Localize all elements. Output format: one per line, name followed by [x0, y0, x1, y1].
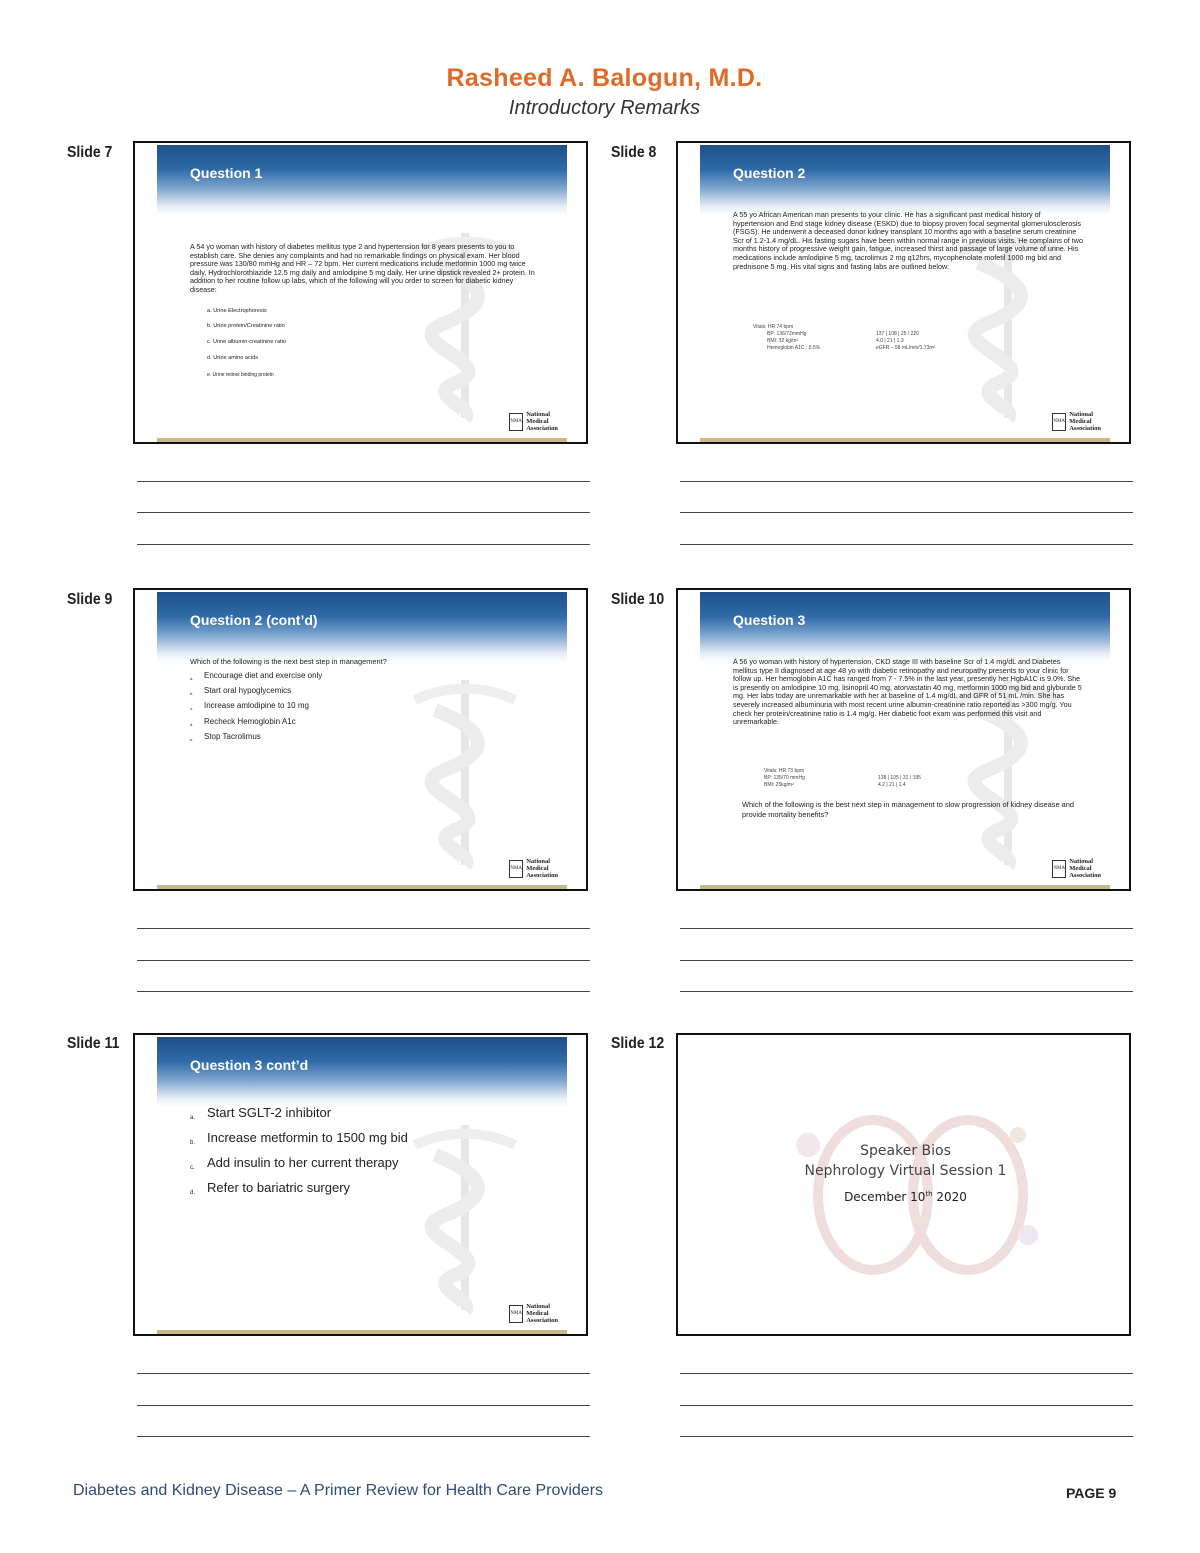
option-item [190, 731, 322, 746]
slide-9-label: Slide 9 [67, 591, 113, 608]
bios-date-sup: th [925, 1190, 933, 1198]
option-list [190, 670, 322, 746]
nma-line3: Association [1069, 425, 1101, 432]
nma-line1: National [1069, 858, 1094, 865]
slide-12-thumbnail [676, 1033, 1131, 1336]
nma-line2: Medical [526, 1310, 549, 1317]
notes-line [680, 991, 1133, 992]
nma-line2: Medical [526, 865, 549, 872]
vitals-line: BMI: 25kg/m² [764, 782, 794, 788]
slide-8-thumbnail [676, 141, 1131, 444]
option-marker: c. [190, 706, 194, 712]
notes-line [680, 960, 1133, 961]
option-text: Refer to bariatric surgery [207, 1180, 351, 1195]
notes-line [680, 1405, 1133, 1406]
notes-line [137, 1373, 590, 1374]
notes-line [680, 928, 1133, 929]
nma-line1: National [526, 858, 551, 865]
notes-line [137, 960, 590, 961]
option-text: Add insulin to her current therapy [207, 1155, 399, 1170]
page-header-name: Rasheed A. Balogun, M.D. [446, 64, 763, 92]
option-d: d. Urine amino acids [207, 355, 258, 361]
slide-title: Question 3 cont’d [190, 1057, 309, 1073]
option-marker: a. [190, 676, 194, 681]
bios-date-main: December 10 [844, 1190, 926, 1204]
vitals-line: Vitals: HR 73 bpm [764, 768, 805, 774]
option-item [190, 1178, 408, 1203]
option-marker: d. [190, 721, 194, 727]
nma-line3: Association [1069, 872, 1101, 879]
option-list [190, 1103, 408, 1203]
slide-footer-line [700, 885, 1110, 889]
slide-body-text: A 54 yo woman with history of diabetes mellitus type 2 and hypertension for 8 years presents to you to establish care. She denies any complaints and had no remarkable findings on physical exam. Her blood pressure was 130/80 mmHg and HR – 72 bpm. Her current medications include metformin 1000 mg twice daily, Hydrochlorothiazide 12.5 mg daily and amlodipine 5 mg daily. Her urine dipstick revealed 2+ protein. In addition to her routine follow up labs, which of the following will you order to screen for diabetic kidney disease: [190, 242, 535, 294]
notes-line [137, 928, 590, 929]
notes-line [680, 1436, 1133, 1437]
nma-logo-icon: NMA [1052, 860, 1066, 878]
option-item [190, 685, 322, 700]
slide-10-label: Slide 10 [611, 591, 665, 608]
nma-logo [509, 858, 558, 879]
nma-line2: Medical [1069, 865, 1092, 872]
slide-footer-line [157, 438, 567, 442]
option-a: a. Urine Electrophoresis [207, 308, 267, 314]
nma-logo [509, 1303, 558, 1324]
page-header-subtitle: Introductory Remarks [508, 97, 701, 119]
notes-line [137, 1436, 590, 1437]
slide-question: Which of the following is the best next step in management to slow progression of kidney disease and provide mortality benefits? [742, 800, 1074, 819]
slide-body-text: A 55 yo African American man presents to your clinic. He has a significant past medical history of hypertension and End stage kidney disease (ESKD) due to biopsy proven focal segmental glomerulosclerosis (FSGS). He underwent a deceased donor kidney transplant 10 months ago with a baseline serum creatinine Scr of 1.2-1.4 mg/dL. His fasting sugars have been within normal range in previous visits. He complains of two months history of progressive weight gain, fatigue, increased thirst and passage of large volume of urine. His medications include amlodipine 5 mg, tacrolimus 2 mg q12hrs, mycophenolate mofetil 1000 mg bid and prednisone 5 mg. His vital signs and fasting labs are outlined below: [733, 210, 1083, 271]
slide-title: Question 3 [733, 612, 806, 628]
nma-line2: Medical [526, 418, 549, 425]
option-item [190, 1103, 408, 1128]
nma-line3: Association [526, 425, 558, 432]
nma-logo-icon: NMA [509, 1305, 523, 1323]
option-item [190, 716, 322, 731]
labs-line: 137 | 108 | 25 / 220 [876, 331, 919, 337]
slide-10-thumbnail [676, 588, 1131, 891]
nma-logo [509, 411, 558, 432]
vitals-line: BMI: 32 kg/m² [767, 338, 799, 344]
option-marker: e. [190, 736, 194, 742]
nma-line1: National [526, 411, 551, 418]
vitals-block [764, 768, 805, 789]
option-text: Start oral hypoglycemics [204, 686, 292, 696]
slide-body-text: A 56 yo woman with history of hypertension, CKD stage III with baseline Scr of 1.4 mg/dL and Diabetes mellitus type II diagnosed at age 48 yo with diabetic retinopathy and neuropathy presents to your clinic for follow up. Her hemoglobin A1C has ranged from 7 - 7.5% in the last year, presently her HgbA1C is 9.0%. She is presently on amlodipine 10 mg, lisinopril 40 mg, atorvastatin 40 mg, metformin 1000 mg bid and glyburide 5 mg. Her labs today are unremarkable with her at baseline of 1.4 mg/dL and GFR of 51 mL /min. She has severely increased albuminuria with most recent urine albumin-creatinine ratio reported as >300 mg/g. You check her protein/creatinine ratio is 1.4 mg/g. Her diabetic foot exam was performed this visit and unremarkable. [733, 657, 1082, 727]
slide-12-label: Slide 12 [611, 1035, 665, 1052]
option-item [190, 1128, 408, 1153]
slide-11-thumbnail [133, 1033, 588, 1336]
notes-line [137, 512, 590, 513]
nma-logo [1052, 858, 1101, 879]
option-text: Increase amlodipine to 10 mg [204, 701, 309, 711]
slide-question: Which of the following is the next best step in management? [190, 657, 387, 666]
notes-line [680, 544, 1133, 545]
notes-line [137, 1405, 590, 1406]
slide-7-label: Slide 7 [67, 144, 113, 161]
labs-line: 138 | 105 | 31 / 195 [878, 775, 921, 781]
option-marker: b. [190, 1140, 196, 1146]
option-item [190, 670, 322, 685]
notes-line [137, 544, 590, 545]
slide-9-thumbnail [133, 588, 588, 891]
slide-footer-line [700, 438, 1110, 442]
option-marker: b. [190, 691, 194, 697]
nma-line2: Medical [1069, 418, 1092, 425]
notes-line [680, 512, 1133, 513]
slide-7-thumbnail [133, 141, 588, 444]
nma-logo [1052, 411, 1101, 432]
slide-footer-line [157, 885, 567, 889]
option-b: b. Urine protein/Creatinine ratio [207, 323, 285, 329]
nma-line1: National [1069, 411, 1094, 418]
slide-footer-line [157, 1330, 567, 1334]
option-text: Recheck Hemoglobin A1c [204, 716, 296, 726]
bios-date-year: 2020 [932, 1190, 967, 1204]
bios-date [678, 1190, 1131, 1204]
option-text: Increase metformin to 1500 mg bid [207, 1130, 408, 1145]
option-text: Stop Tacrolimus [204, 731, 261, 741]
option-item [190, 1153, 408, 1178]
slide-11-label: Slide 11 [67, 1035, 120, 1052]
nma-line1: National [526, 1303, 551, 1310]
notes-line [680, 1373, 1133, 1374]
option-marker: d. [190, 1190, 196, 1196]
option-text: Start SGLT-2 inhibitor [207, 1105, 332, 1120]
nma-logo-icon: NMA [509, 860, 523, 878]
vitals-line: Vitals: HR 74 bpm [753, 324, 794, 330]
vitals-line: BP: 135/70 mmHg [764, 775, 805, 781]
option-marker: a. [190, 1115, 196, 1121]
bios-title: Speaker Bios [860, 1143, 951, 1159]
nma-line3: Association [526, 872, 558, 879]
slide-title: Question 2 [733, 165, 806, 181]
slide-8-label: Slide 8 [611, 144, 657, 161]
nma-line3: Association [526, 1317, 558, 1324]
slide-title: Question 1 [190, 165, 263, 181]
notes-line [137, 991, 590, 992]
caduceus-watermark-icon [395, 670, 535, 870]
notes-line [680, 481, 1133, 482]
option-marker: c. [190, 1165, 195, 1171]
notes-line [137, 481, 590, 482]
labs-line: 4.2 | 21 | 1.4 [878, 782, 906, 788]
vitals-block [753, 324, 820, 352]
bios-session: Nephrology Virtual Session 1 [804, 1163, 1007, 1179]
labs-line: eGFR – 58 mL/min/1.73m² [876, 345, 936, 351]
labs-block [878, 775, 921, 789]
option-e: e. Urine retinol binding protein [207, 372, 274, 378]
labs-block [876, 331, 935, 352]
option-text: Encourage diet and exercise only [204, 671, 323, 680]
option-item [190, 700, 322, 715]
caduceus-watermark-icon [395, 1115, 535, 1315]
option-c: c. Urine albumin-creatinine ratio [207, 339, 286, 345]
nma-logo-icon: NMA [509, 413, 523, 431]
labs-line: 4.0 | 21 | 1.3 [876, 338, 904, 344]
vitals-line: Hemoglobin A1C : 6.5% [767, 345, 821, 351]
page-number: PAGE 9 [1066, 1485, 1117, 1501]
page-footer-title: Diabetes and Kidney Disease – A Primer Review for Health Care Providers [73, 1482, 604, 1499]
nma-logo-icon: NMA [1052, 413, 1066, 431]
vitals-line: BP: 136/72mmHg [767, 331, 807, 337]
slide-title: Question 2 (cont’d) [190, 612, 318, 628]
